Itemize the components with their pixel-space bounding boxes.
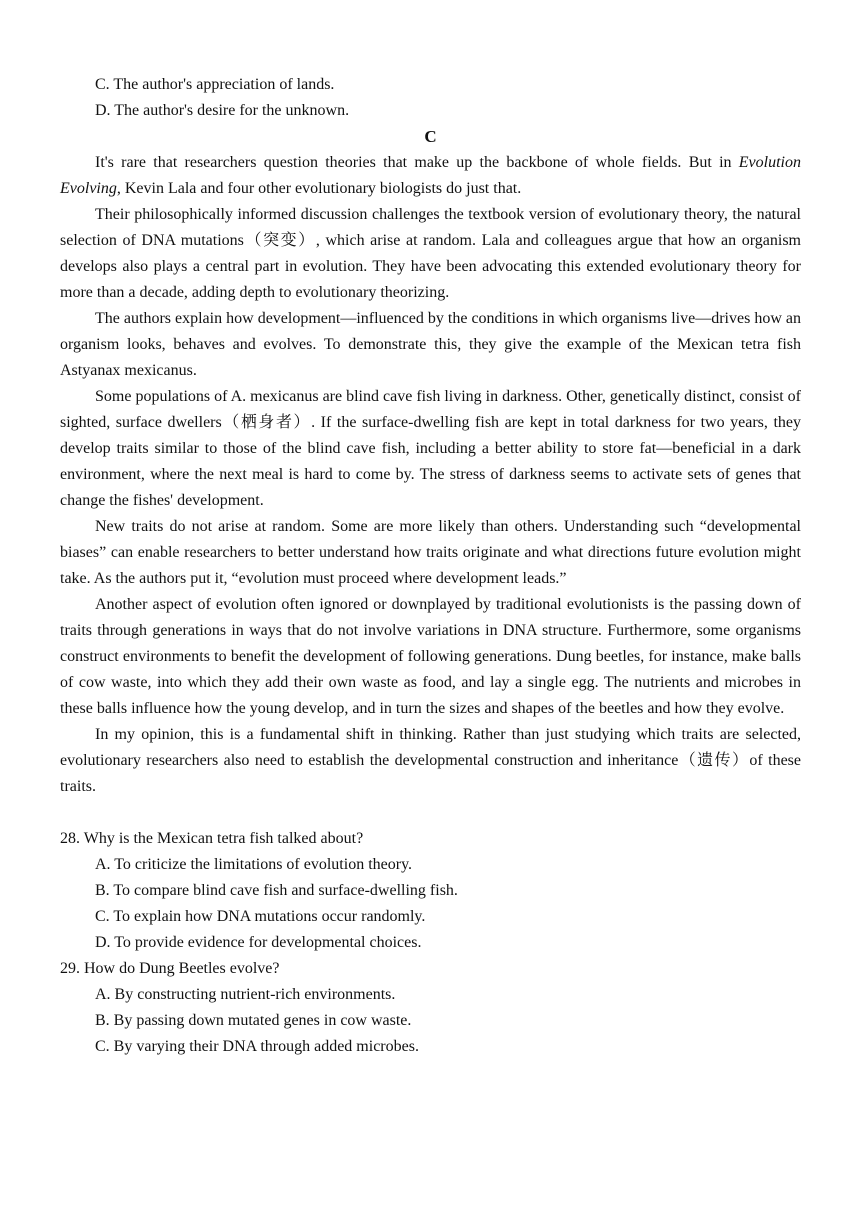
option-d-prev: D. The author's desire for the unknown. [95, 102, 350, 119]
passage-paragraph-6: Another aspect of evolution often ignored or downplayed by traditional evolutionists is the passing down of traits through generations in ways that do not involve variations in DNA structure. Furthermore, some organisms construct environments to benefit the development of following generations. Dung beetles, for instance, make balls of cow waste, into which they add their own waste as food, and lay a single egg. The nutrients and microbes in these balls influence how the young develop, and in turn the sizes and shapes of the beetles and how they evolve. [60, 596, 801, 717]
passage-paragraph-4: Some populations of A. mexicanus are blind cave fish living in darkness. Other, genetically distinct, consist of sighted, surface dwellers（栖身者）. If the surface-dwelling fish are kept in total darkness for two years, they develop traits similar to those of the blind cave fish, including a better ability to store fat—beneficial in a dark environment, where the next meal is hard to come by. The stress of darkness seems to activate sets of genes that change the fishes' development. [60, 388, 801, 509]
passage-paragraph-7: In my opinion, this is a fundamental shift in thinking. Rather than just studying which traits are selected, evolutionary researchers also need to establish the developmental construction and inheritance（遗传）of these traits. [60, 726, 801, 795]
paragraph-1-tail: , Kevin Lala and four other evolutionary biologists do just that. [116, 180, 522, 197]
question-28-stem: 28. Why is the Mexican tetra fish talked about? [60, 830, 364, 847]
question-28-option-d: D. To provide evidence for developmental choices. [95, 934, 422, 951]
spacer [60, 800, 801, 826]
passage-paragraph-3: The authors explain how development—influenced by the conditions in which organisms live—drives how an organism looks, behaves and evolves. To demonstrate this, they give the example of the Mexican tetra fish Astyanax mexicanus. [60, 310, 801, 379]
question-29-option-a: A. By constructing nutrient-rich environments. [95, 986, 396, 1003]
exam-page [60, 72, 801, 1060]
passage-paragraph-1 [60, 150, 801, 202]
passage-paragraph-5: New traits do not arise at random. Some are more likely than others. Understanding such “developmental biases” can enable researchers to better understand how traits originate and what directions future evolution might take. As the authors put it, “evolution must proceed where development leads.” [60, 518, 801, 587]
section-heading: C [424, 127, 437, 146]
question-28-option-b: B. To compare blind cave fish and surface-dwelling fish. [95, 882, 458, 899]
question-28-option-a: A. To criticize the limitations of evolution theory. [95, 856, 413, 873]
question-29-option-b: B. By passing down mutated genes in cow waste. [95, 1012, 412, 1029]
option-c-prev: C. The author's appreciation of lands. [95, 76, 335, 93]
question-29-stem: 29. How do Dung Beetles evolve? [60, 960, 280, 977]
paragraph-1-text: It's rare that researchers question theories that make up the backbone of whole fields. But in [95, 154, 739, 171]
passage-paragraph-2: Their philosophically informed discussion challenges the textbook version of evolutionary theory, the natural selection of DNA mutations（突变）, which arise at random. Lala and colleagues argue that how an organism develops also plays a central part in evolution. They have been advocating this extended evolutionary theory for more than a decade, adding depth to evolutionary theorizing. [60, 206, 801, 301]
book-title: Evolution Evolving [60, 154, 801, 197]
question-28-option-c: C. To explain how DNA mutations occur randomly. [95, 908, 426, 925]
question-29-option-c: C. By varying their DNA through added microbes. [95, 1038, 419, 1055]
